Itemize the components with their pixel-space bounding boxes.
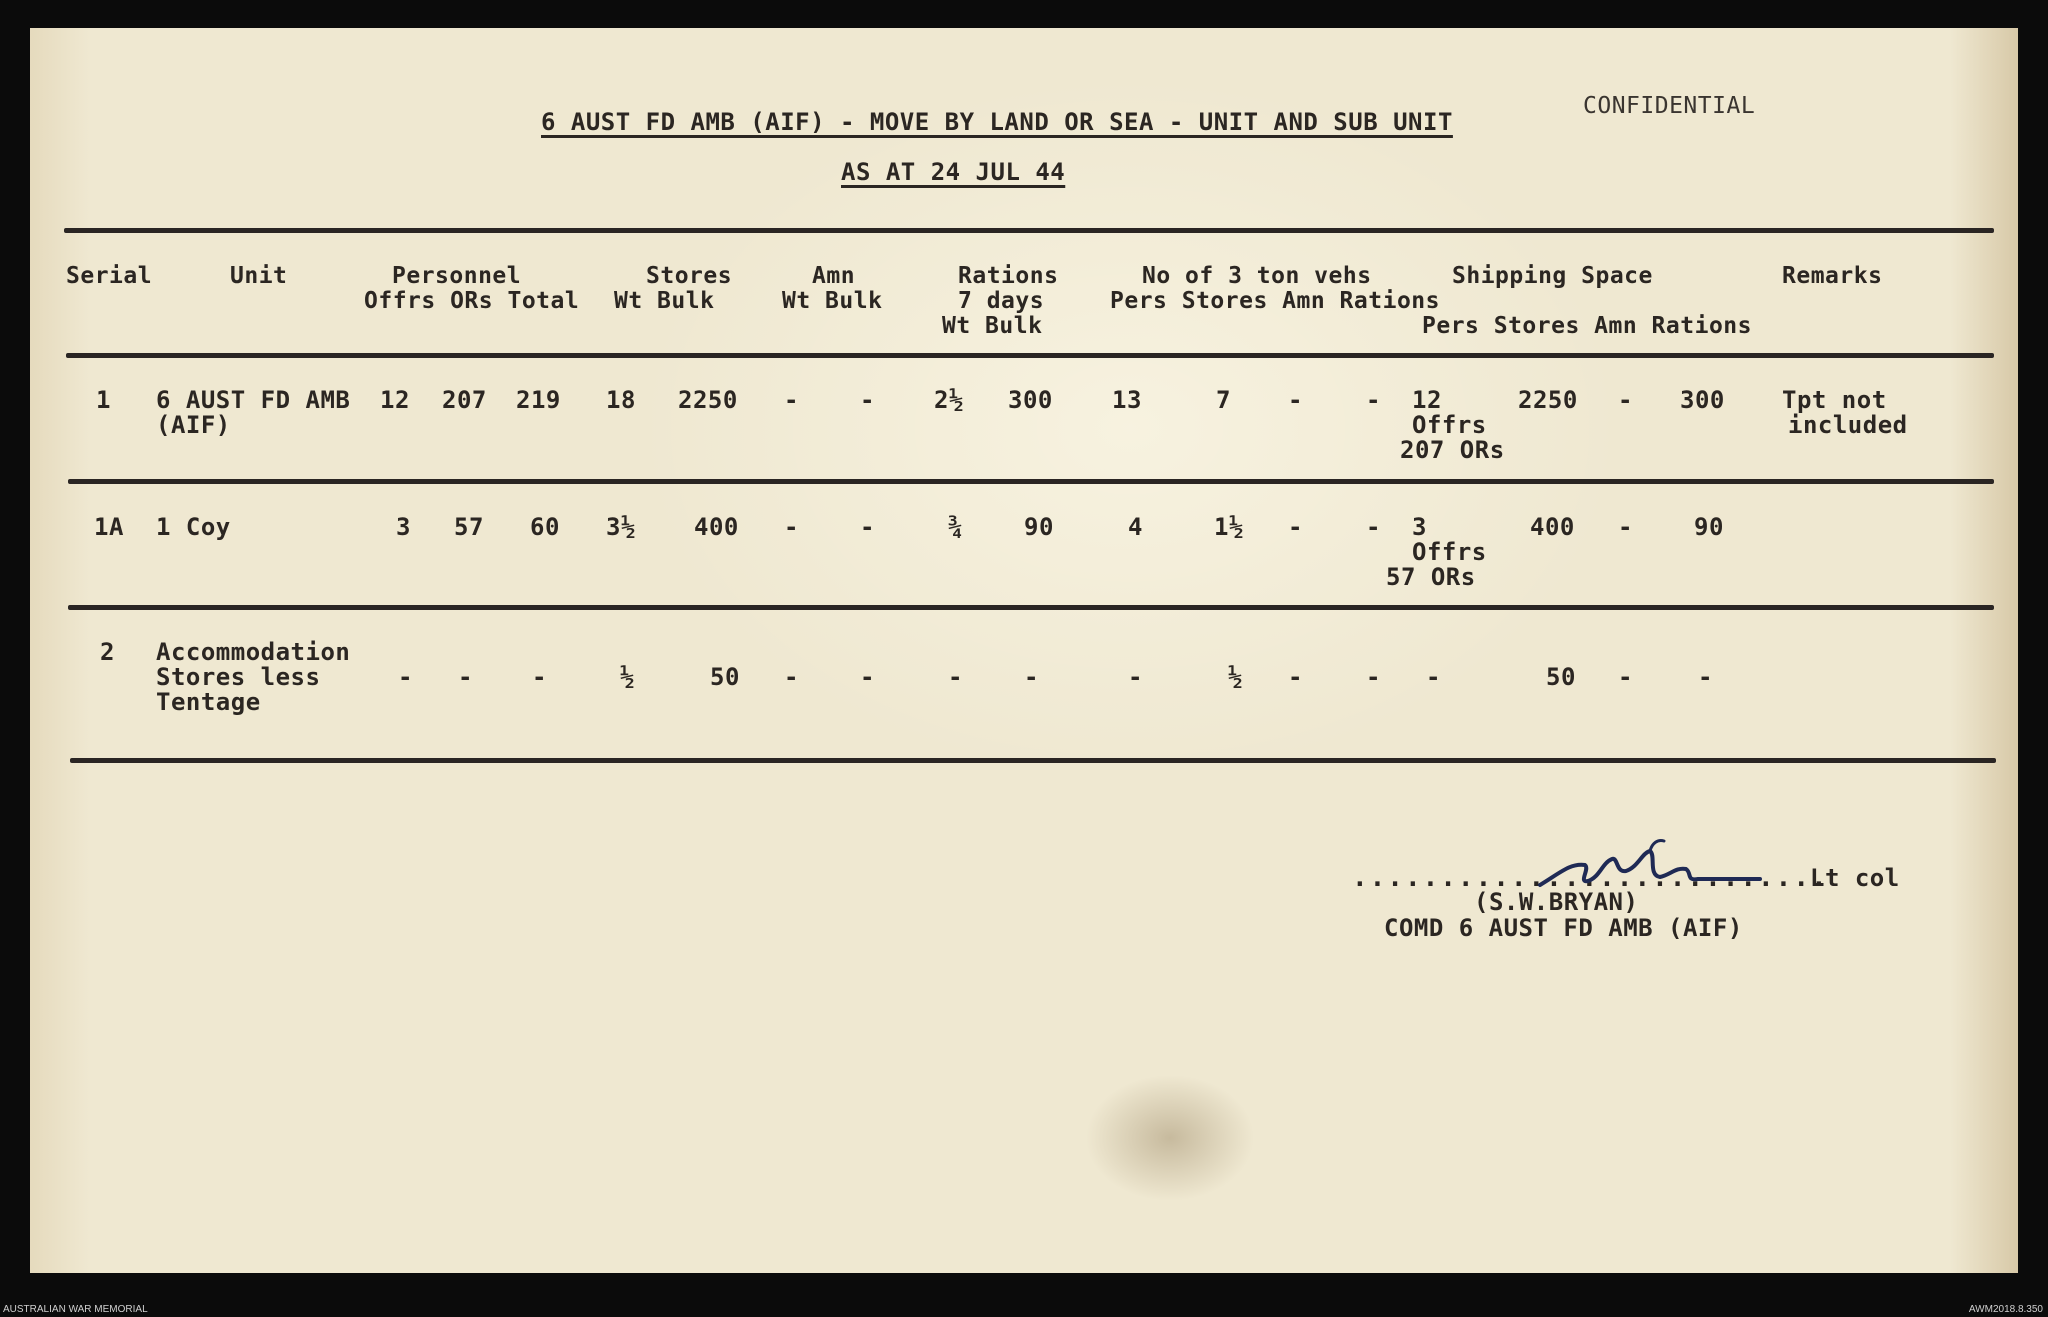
- cell-ship-stores: 50: [1546, 663, 1576, 691]
- header-amn: Amn: [812, 263, 856, 289]
- cell-ship-pers: 12: [1412, 386, 1442, 414]
- cell-amn-bulk: -: [860, 663, 875, 691]
- cell-veh-pers: 4: [1128, 513, 1143, 541]
- cell-ship-stores: 2250: [1518, 386, 1578, 414]
- cell-unit: Stores less: [156, 663, 321, 691]
- cell-amn-wt: -: [784, 663, 799, 691]
- header-stores-sub: Wt Bulk: [614, 288, 715, 314]
- cell-amn-wt: -: [784, 513, 799, 541]
- header-rule: [66, 353, 1994, 358]
- cell-unit: 6 AUST FD AMB: [156, 386, 351, 414]
- cell-stores-bulk: 2250: [678, 386, 738, 414]
- header-rations-sub: Wt Bulk: [942, 313, 1043, 339]
- cell-total: 219: [516, 386, 561, 414]
- cell-veh-amn: -: [1288, 386, 1303, 414]
- cell-ors: 207: [442, 386, 487, 414]
- header-shipping-sub: Pers Stores Amn Rations: [1422, 313, 1752, 339]
- cell-rations-wt: ¾: [948, 513, 963, 541]
- cell-offrs: -: [398, 663, 413, 691]
- header-vehs-sub: Pers Stores Amn Rations: [1110, 288, 1440, 314]
- cell-remarks: included: [1788, 411, 1908, 439]
- cell-veh-stores: 1½: [1214, 513, 1244, 541]
- header-rations: Rations: [958, 263, 1059, 289]
- cell-unit: (AIF): [156, 411, 231, 439]
- archive-footer: [0, 1302, 2048, 1317]
- header-stores: Stores: [646, 263, 733, 289]
- cell-ship-amn: -: [1618, 663, 1633, 691]
- archive-reference: AWM2018.8.350: [1968, 1304, 2043, 1315]
- cell-ship-rations: 90: [1694, 513, 1724, 541]
- table-bottom-rule: [70, 758, 1996, 763]
- cell-stores-wt: ½: [620, 663, 635, 691]
- cell-ship-rations: -: [1698, 663, 1713, 691]
- cell-unit: 1 Coy: [156, 513, 231, 541]
- cell-rations-wt: -: [948, 663, 963, 691]
- header-personnel: Personnel: [392, 263, 522, 289]
- row-rule: [68, 479, 1994, 484]
- cell-veh-rations: -: [1366, 513, 1381, 541]
- header-remarks: Remarks: [1782, 263, 1883, 289]
- header-amn-sub: Wt Bulk: [782, 288, 883, 314]
- header-personnel-sub: Offrs ORs Total: [364, 288, 580, 314]
- cell-ship-pers: 3: [1412, 513, 1427, 541]
- classification-label: CONFIDENTIAL: [1583, 93, 1756, 119]
- cell-veh-stores: ½: [1228, 663, 1243, 691]
- cell-ship-rations: 300: [1680, 386, 1725, 414]
- cell-stores-wt: 18: [606, 386, 636, 414]
- cell-rations-bulk: -: [1024, 663, 1039, 691]
- cell-ors: 57: [454, 513, 484, 541]
- cell-unit: Tentage: [156, 688, 261, 716]
- cell-stores-wt: 3½: [606, 513, 636, 541]
- archive-name: AUSTRALIAN WAR MEMORIAL: [3, 1304, 148, 1315]
- cell-ship-pers: Offrs: [1412, 538, 1487, 566]
- cell-ors: -: [458, 663, 473, 691]
- cell-serial: 2: [100, 638, 115, 666]
- cell-ship-pers: 57 ORs: [1386, 563, 1476, 591]
- cell-offrs: 3: [396, 513, 411, 541]
- signature-dots: ...........................: [1352, 863, 1829, 893]
- cell-ship-pers: -: [1426, 663, 1441, 691]
- cell-serial: 1A: [94, 513, 124, 541]
- signature-rank: Lt col: [1810, 864, 1900, 892]
- signatory-name: (S.W.BRYAN): [1474, 888, 1639, 916]
- cell-unit: Accommodation: [156, 638, 351, 666]
- header-rations-days: 7 days: [958, 288, 1045, 314]
- cell-veh-rations: -: [1366, 386, 1381, 414]
- header-vehs: No of 3 ton vehs: [1142, 263, 1372, 289]
- cell-serial: 1: [96, 386, 111, 414]
- cell-veh-stores: 7: [1216, 386, 1231, 414]
- cell-ship-stores: 400: [1530, 513, 1575, 541]
- header-serial: Serial: [66, 263, 153, 289]
- cell-offrs: 12: [380, 386, 410, 414]
- cell-remarks: Tpt not: [1782, 386, 1887, 414]
- signatory-appointment: COMD 6 AUST FD AMB (AIF): [1384, 914, 1743, 942]
- cell-rations-bulk: 90: [1024, 513, 1054, 541]
- cell-ship-pers: 207 ORs: [1400, 436, 1505, 464]
- cell-rations-bulk: 300: [1008, 386, 1053, 414]
- cell-ship-amn: -: [1618, 513, 1633, 541]
- cell-rations-wt: 2½: [934, 386, 964, 414]
- cell-total: 60: [530, 513, 560, 541]
- cell-veh-rations: -: [1366, 663, 1381, 691]
- cell-veh-pers: -: [1128, 663, 1143, 691]
- cell-ship-pers: Offrs: [1412, 411, 1487, 439]
- document-title: 6 AUST FD AMB (AIF) - MOVE BY LAND OR SEA - UNIT AND SUB UNIT: [541, 108, 1453, 136]
- cell-veh-pers: 13: [1112, 386, 1142, 414]
- cell-total: -: [532, 663, 547, 691]
- header-shipping: Shipping Space: [1452, 263, 1653, 289]
- cell-veh-amn: -: [1288, 663, 1303, 691]
- row-rule: [68, 605, 1994, 610]
- cell-stores-bulk: 50: [710, 663, 740, 691]
- cell-stores-bulk: 400: [694, 513, 739, 541]
- cell-amn-wt: -: [784, 386, 799, 414]
- document-page: [30, 28, 2018, 1273]
- document-subtitle: AS AT 24 JUL 44: [841, 158, 1066, 186]
- cell-ship-amn: -: [1618, 386, 1633, 414]
- cell-amn-bulk: -: [860, 386, 875, 414]
- cell-amn-bulk: -: [860, 513, 875, 541]
- cell-veh-amn: -: [1288, 513, 1303, 541]
- header-unit: Unit: [230, 263, 288, 289]
- table-top-rule: [64, 228, 1994, 233]
